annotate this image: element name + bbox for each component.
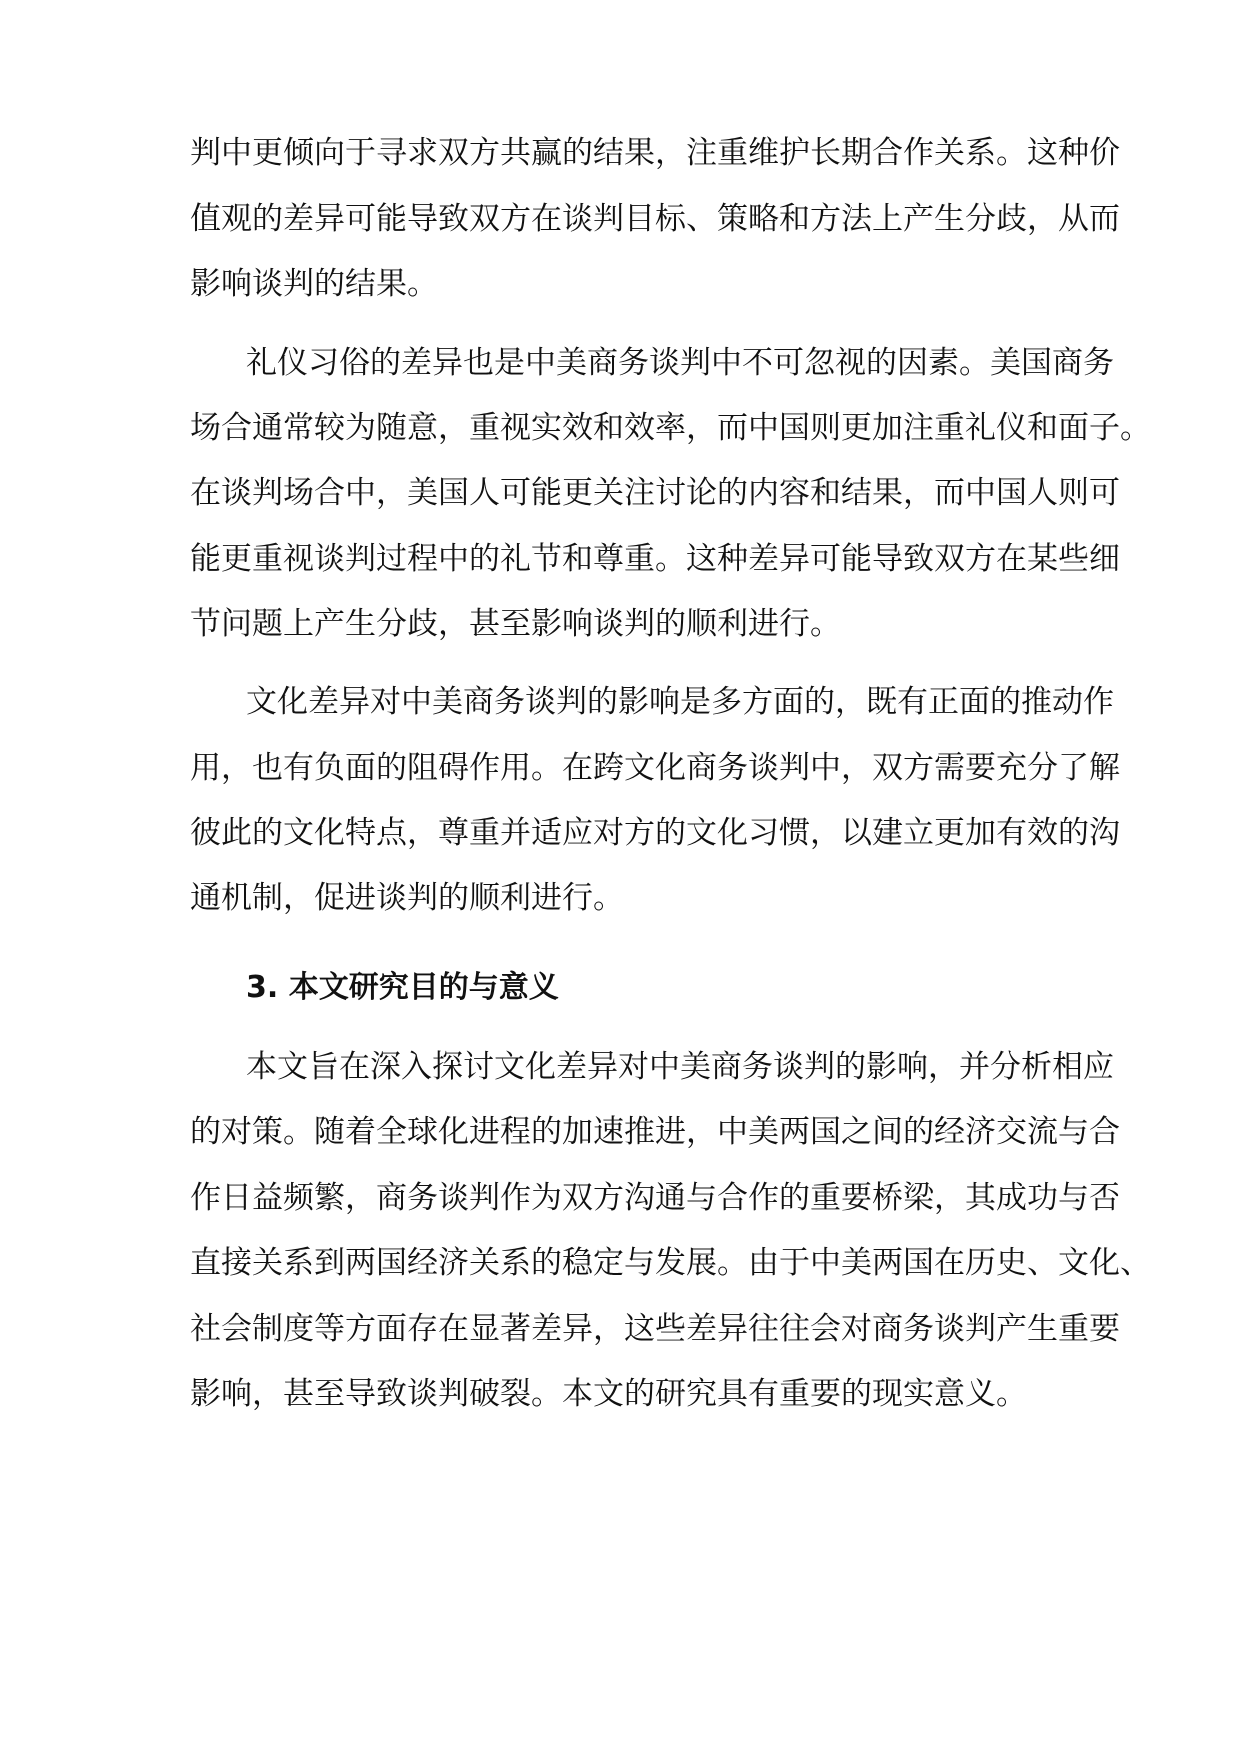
text-line: 值观的差异可能导致双方在谈判目标、策略和方法上产生分歧，从而 bbox=[190, 201, 1120, 237]
text-line: 场合通常较为随意，重视实效和效率，而中国则更加注重礼仪和面子。 bbox=[190, 410, 1151, 446]
text-line: 影响，甚至导致谈判破裂。本文的研究具有重要的现实意义。 bbox=[190, 1376, 1027, 1412]
text-line: 在谈判场合中，美国人可能更关注讨论的内容和结果，而中国人则可 bbox=[190, 475, 1120, 511]
text-line: 用，也有负面的阻碍作用。在跨文化商务谈判中，双方需要充分了解 bbox=[190, 750, 1120, 786]
text-line: 文化差异对中美商务谈判的影响是多方面的，既有正面的推动作 bbox=[246, 684, 1114, 720]
text-line: 能更重视谈判过程中的礼节和尊重。这种差异可能导致双方在某些细 bbox=[190, 541, 1120, 577]
text-line: 节问题上产生分歧，甚至影响谈判的顺利进行。 bbox=[190, 606, 841, 642]
text-line: 通机制，促进谈判的顺利进行。 bbox=[190, 880, 624, 916]
text-line: 的对策。随着全球化进程的加速推进，中美两国之间的经济交流与合 bbox=[190, 1114, 1120, 1150]
text-line: 礼仪习俗的差异也是中美商务谈判中不可忽视的因素。美国商务 bbox=[246, 345, 1114, 381]
text-line: 影响谈判的结果。 bbox=[190, 266, 438, 302]
section-heading: 3. 本文研究目的与意义 bbox=[246, 970, 559, 1005]
text-line: 社会制度等方面存在显著差异，这些差异往往会对商务谈判产生重要 bbox=[190, 1311, 1120, 1347]
text-line: 作日益频繁，商务谈判作为双方沟通与合作的重要桥梁，其成功与否 bbox=[190, 1180, 1120, 1216]
text-line: 本文旨在深入探讨文化差异对中美商务谈判的影响，并分析相应 bbox=[246, 1049, 1114, 1085]
text-line: 直接关系到两国经济关系的稳定与发展。由于中美两国在历史、文化、 bbox=[190, 1245, 1151, 1281]
text-line: 判中更倾向于寻求双方共赢的结果，注重维护长期合作关系。这种价 bbox=[190, 135, 1120, 171]
text-line: 彼此的文化特点，尊重并适应对方的文化习惯，以建立更加有效的沟 bbox=[190, 815, 1120, 851]
